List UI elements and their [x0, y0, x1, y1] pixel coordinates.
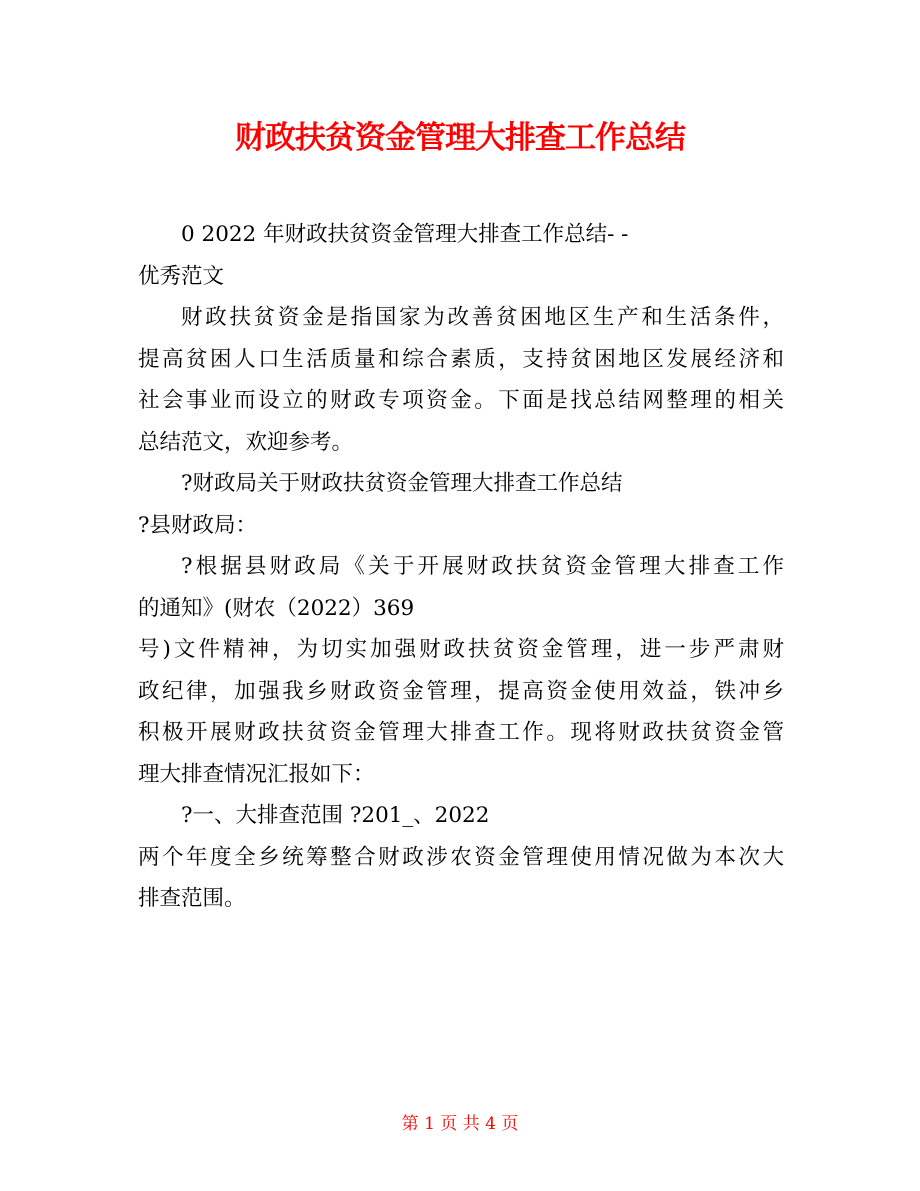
- paragraph-line: 排查范围。: [138, 886, 246, 911]
- paragraph-line: 提高贫困人口生活质量和综合素质，支持贫困地区发展经济和: [138, 346, 784, 372]
- paragraph-line: ?根据县财政局《关于开展财政扶贫资金管理大排查工作: [181, 554, 784, 579]
- paragraph-line: 财政扶贫资金是指国家为改善贫困地区生产和生活条件，: [181, 305, 784, 330]
- document-title: 财政扶贫资金管理大排查工作总结: [235, 120, 685, 156]
- document-body: [138, 214, 784, 920]
- paragraph-line: 两个年度全乡统筹整合财政涉农资金管理使用情况做为本次大: [138, 844, 784, 870]
- paragraph-line: 总结范文，欢迎参考。: [138, 429, 354, 455]
- paragraph-line: 积极开展财政扶贫资金管理大排查工作。现将财政扶贫资金管: [138, 720, 784, 745]
- paragraph-line: 号)文件精神，为切实加强财政扶贫资金管理，进一步严肃财: [138, 637, 784, 662]
- paragraph-line: 社会事业而设立的财政专项资金。下面是找总结网整理的相关: [138, 388, 784, 413]
- paragraph-line: ?县财政局：: [138, 512, 258, 538]
- paragraph-line: ?财政局关于财政扶贫资金管理大排查工作总结: [181, 471, 623, 496]
- paragraph-line: 0 2022 年财政扶贫资金管理大排查工作总结- -: [181, 222, 629, 247]
- paragraph-line: 的通知》(财农（2022）369: [138, 595, 415, 621]
- paragraph-line: 理大排查情况汇报如下：: [138, 761, 375, 787]
- paragraph-line: ?一、大排查范围 ?201_、2022: [181, 803, 490, 828]
- paragraph-line: 政纪律，加强我乡财政资金管理，提高资金使用效益，铁冲乡: [138, 678, 784, 704]
- paragraph-line: 优秀范文: [138, 263, 225, 289]
- page-footer: 第 1 页 共 4 页: [401, 1114, 519, 1134]
